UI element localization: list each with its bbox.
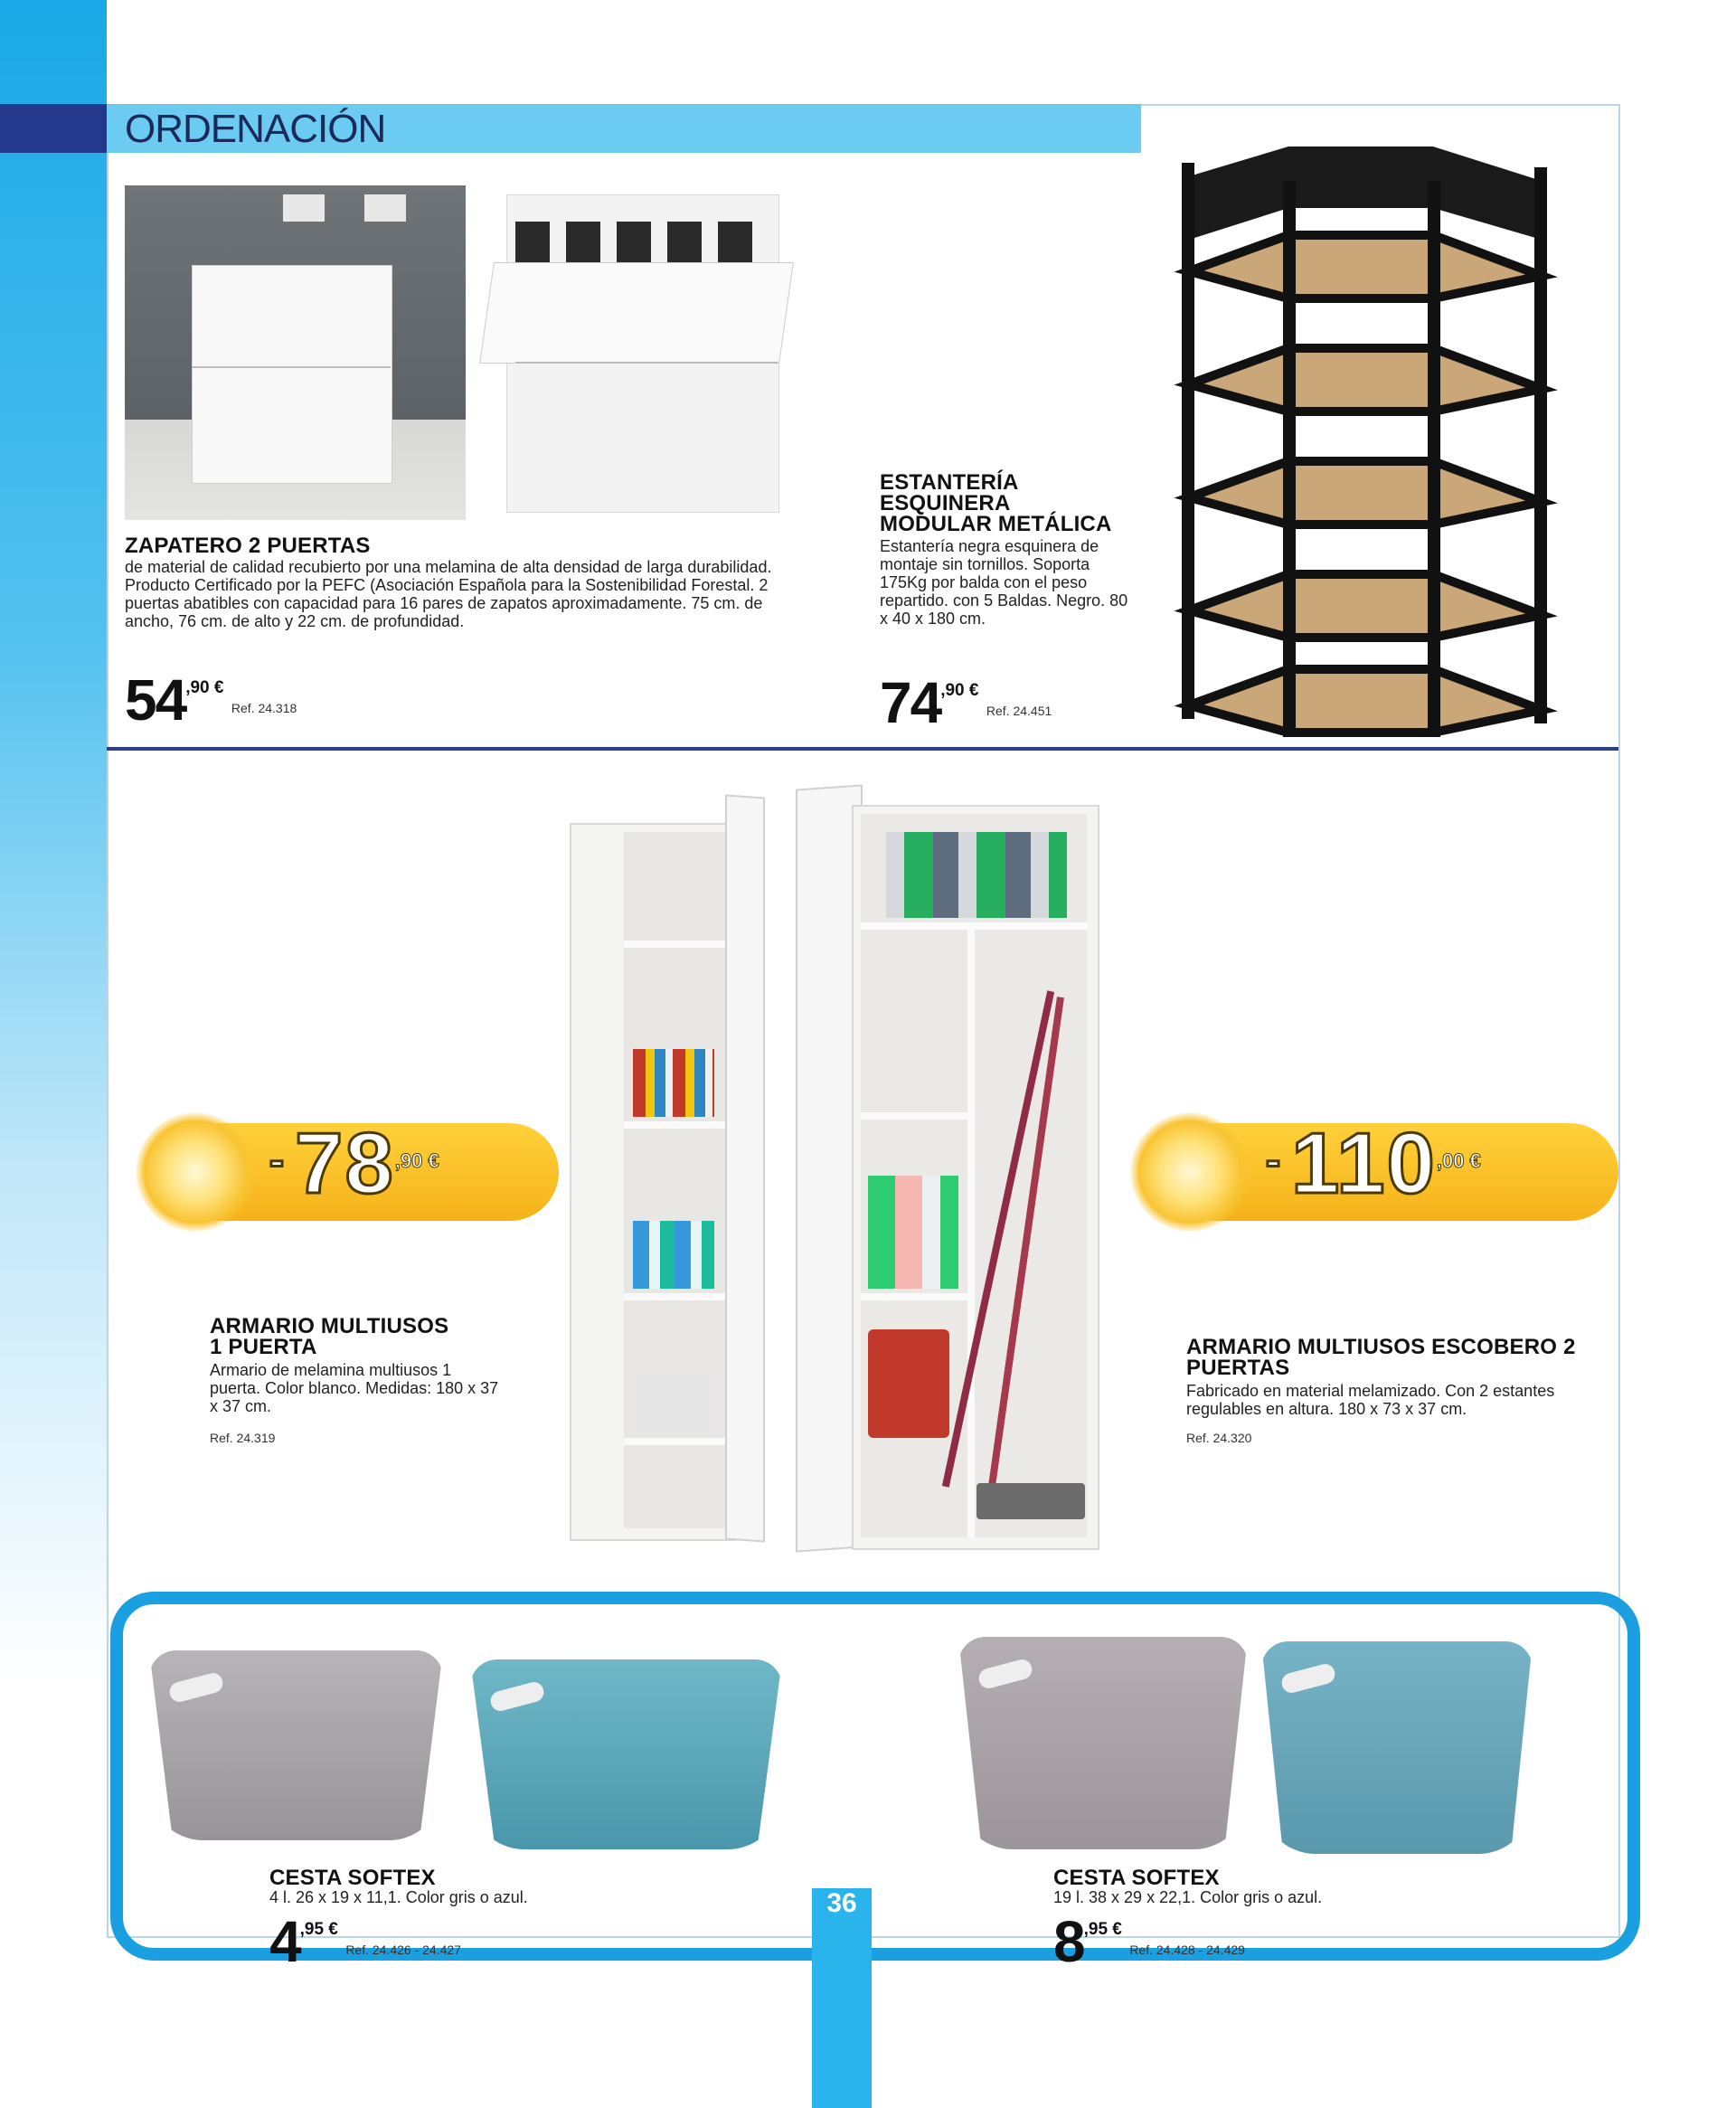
cesta-large-price (1053, 1909, 1415, 1976)
armario-2-ref: Ref. 24.320 (1186, 1431, 1252, 1445)
basket-small-grey-photo (149, 1650, 443, 1840)
estanteria-title-l2: ESQUINERA (880, 491, 1011, 515)
cesta-small-title: CESTA SOFTEX (269, 1866, 436, 1890)
basket-large-grey-photo (958, 1637, 1248, 1849)
page-number: 36 (826, 1888, 857, 1918)
estanteria-photo (1162, 127, 1560, 742)
armario-1-ref: Ref. 24.319 (210, 1431, 276, 1445)
sun-icon (1130, 1112, 1250, 1232)
section-divider (107, 747, 1618, 751)
cesta-small-description: 4 l. 26 x 19 x 11,1. Color gris o azul. (269, 1888, 528, 1906)
cesta-small-ref: Ref. 24.426 - 24.427 (345, 1943, 461, 1957)
badge-price-int: 110 (1290, 1115, 1437, 1212)
badge-minus: - (269, 1137, 286, 1185)
armario-1-title-l2: 1 PUERTA (210, 1335, 317, 1359)
sun-icon (136, 1112, 255, 1232)
armario-1-puerta-photo (570, 796, 764, 1546)
cesta-small-price-dec: ,95 € (299, 1920, 338, 1939)
armario-2-description: Fabricado en material melamizado. Con 2 estantes regulables en altura. 180 x 73 x 37 cm. (1186, 1382, 1555, 1418)
armario-2-title-l2: PUERTAS (1186, 1356, 1290, 1380)
zapatero-price-int: 54 (125, 667, 186, 733)
armario-1-title-l1: ARMARIO MULTIUSOS (210, 1314, 449, 1338)
cesta-small-price-int: 4 (269, 1909, 300, 1974)
badge-price-dec: ,00 € (1436, 1149, 1481, 1172)
badge-minus: - (1266, 1137, 1282, 1185)
zapatero-description: de material de calidad recubierto por una melamina de alta densidad de larga durabilidad. Producto Certificado por la PEFC (Asociación Española para la Sostenibilidad Forestal. 2 puertas abatibles con capacidad para 16 pares de zapatos aproximadamente. 75 cm. de ancho, 76 cm. de alto y 22 cm. de profundidad. (125, 558, 772, 630)
cesta-large-description: 19 l. 38 x 29 x 22,1. Color gris o azul. (1053, 1888, 1323, 1906)
price-badge-armario-1-text (269, 1114, 439, 1214)
page-number-tab (812, 1888, 872, 2108)
zapatero-price-dec: ,90 € (185, 678, 224, 697)
basket-large-blue-photo (1261, 1641, 1533, 1854)
section-title: ORDENACIÓN (125, 107, 386, 151)
estanteria-price-dec: ,90 € (940, 681, 979, 700)
badge-price-int: 78 (294, 1115, 395, 1212)
left-gradient-band (0, 0, 107, 2108)
estanteria-price-int: 74 (880, 670, 941, 735)
cesta-large-price-dec: ,95 € (1083, 1920, 1122, 1939)
zapatero-room-photo (125, 185, 466, 520)
estanteria-description: Estantería negra esquinera de montaje sin tornillos. Soporta 175Kg por balda con el peso repartido. con 5 Baldas. Negro. 80 x 40 x 180 cm. (880, 537, 1128, 628)
armario-escobero-photo (796, 787, 1112, 1555)
estanteria-title-l1: ESTANTERÍA (880, 470, 1019, 495)
badge-price-dec: ,90 € (394, 1149, 439, 1172)
basket-small-blue-photo (470, 1659, 782, 1849)
section-header-accent (0, 104, 107, 153)
estanteria-price (880, 670, 1151, 737)
cesta-large-title: CESTA SOFTEX (1053, 1866, 1220, 1890)
zapatero-price (125, 667, 486, 734)
estanteria-title-l3: MODULAR METÁLICA (880, 512, 1112, 536)
cesta-large-price-int: 8 (1053, 1909, 1084, 1974)
armario-1-description: Armario de melamina multiusos 1 puerta. Color blanco. Medidas: 180 x 37 x 37 cm. (210, 1361, 499, 1415)
cesta-small-price (269, 1909, 631, 1976)
zapatero-ref: Ref. 24.318 (231, 701, 297, 715)
zapatero-open-photo (479, 194, 794, 511)
cesta-large-ref: Ref. 24.428 - 24.429 (1129, 1943, 1245, 1957)
armario-2-title-l1: ARMARIO MULTIUSOS ESCOBERO 2 (1186, 1335, 1576, 1359)
estanteria-ref: Ref. 24.451 (986, 704, 1052, 718)
zapatero-title: ZAPATERO 2 PUERTAS (125, 534, 371, 558)
price-badge-armario-2-text (1266, 1114, 1481, 1214)
